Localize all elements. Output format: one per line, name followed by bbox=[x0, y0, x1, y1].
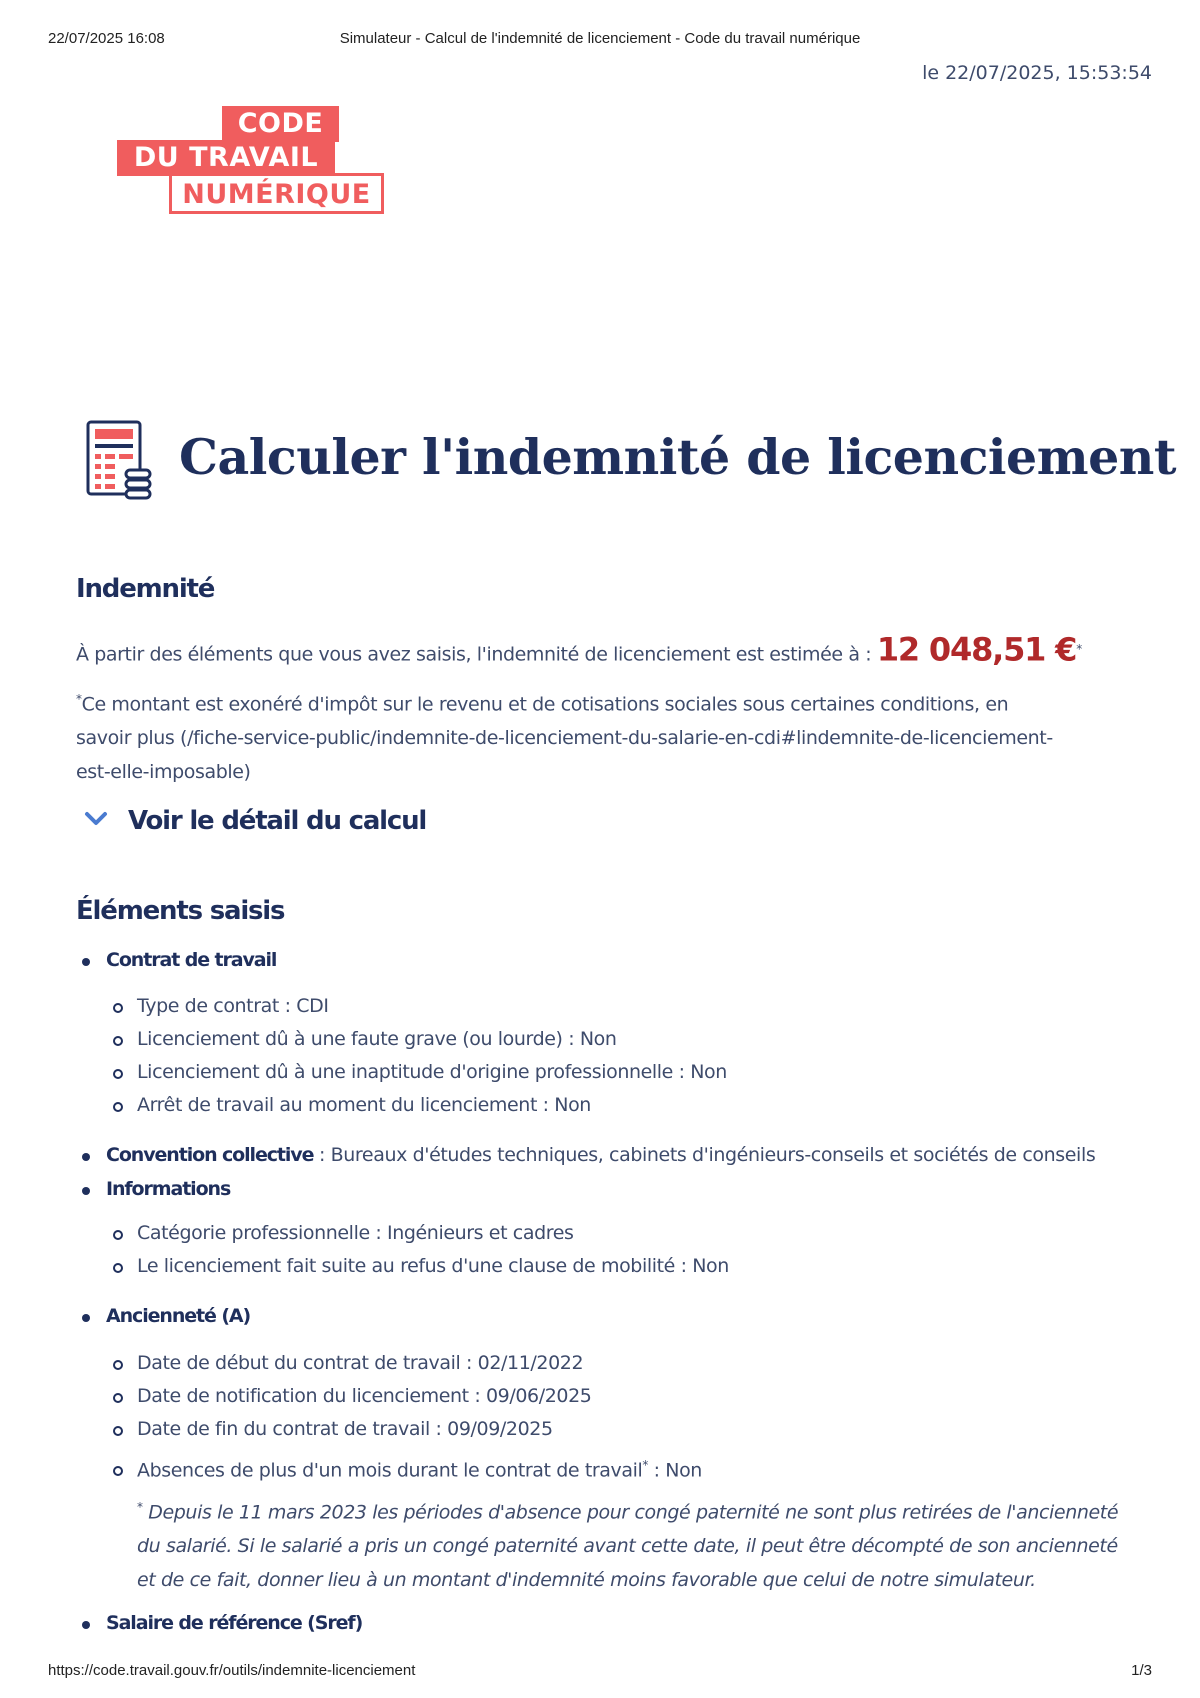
absences-value: : Non bbox=[647, 1459, 702, 1482]
list-item: Catégorie professionnelle : Ingénieurs et cadres bbox=[137, 1222, 574, 1244]
calculator-icon bbox=[86, 420, 154, 502]
list-item: Date de fin du contrat de travail : 09/09/2025 bbox=[137, 1418, 553, 1440]
absences-item bbox=[137, 1458, 702, 1481]
informations-item bbox=[106, 1178, 230, 1200]
print-date: le 22/07/2025, 15:53:54 bbox=[922, 62, 1152, 84]
logo-line-numerique: NUMÉRIQUE bbox=[169, 173, 384, 214]
print-page-title: Simulateur - Calcul de l'indemnité de licenciement - Code du travail numérique bbox=[339, 30, 861, 47]
list-item: Le licenciement fait suite au refus d'une clause de mobilité : Non bbox=[137, 1255, 729, 1277]
print-page-number: 1/3 bbox=[1131, 1662, 1152, 1679]
print-datetime: 22/07/2025 16:08 bbox=[48, 30, 165, 47]
logo-line-code: CODE bbox=[222, 106, 339, 142]
absences-asterisk: * bbox=[642, 1458, 648, 1472]
contrat-item bbox=[106, 949, 276, 971]
anciennete-item bbox=[106, 1305, 250, 1327]
convention-value: : Bureaux d'études techniques, cabinets d'ingénieurs-conseils et sociétés de conseils bbox=[313, 1144, 1096, 1166]
chevron-down-icon bbox=[84, 810, 108, 828]
page-title: Calculer l'indemnité de licenciement bbox=[179, 428, 1177, 486]
list-item: Licenciement dû à une inaptitude d'origine professionnelle : Non bbox=[137, 1061, 727, 1083]
salaire-label: Salaire de référence (Sref) bbox=[106, 1612, 363, 1634]
print-footer bbox=[0, 1662, 1200, 1684]
detail-toggle-label: Voir le détail du calcul bbox=[128, 806, 427, 836]
absences-label: Absences de plus d'un mois durant le contrat de travail bbox=[137, 1459, 643, 1482]
code-du-travail-logo[interactable] bbox=[117, 106, 387, 214]
convention-item bbox=[106, 1144, 1095, 1166]
indemnite-result bbox=[76, 632, 1136, 671]
indemnite-amount: 12 048,51 € bbox=[876, 630, 1077, 669]
note-line-1: Ce montant est exonéré d'impôt sur le revenu et de cotisations sociales sous certaines conditions, en bbox=[81, 693, 1009, 716]
paternite-note-line-3: et de ce fait, donner lieu à un montant d'indemnité moins favorable que celui de notre simulateur. bbox=[137, 1569, 1036, 1592]
convention-label: Convention collective bbox=[106, 1144, 314, 1166]
print-header bbox=[0, 30, 1200, 52]
indemnite-heading: Indemnité bbox=[76, 574, 215, 604]
list-item: Date de notification du licenciement : 09/06/2025 bbox=[137, 1385, 592, 1407]
print-url: https://code.travail.gouv.fr/outils/indemnite-licenciement bbox=[48, 1662, 416, 1679]
list-item: Type de contrat : CDI bbox=[137, 995, 329, 1017]
amount-asterisk: * bbox=[1076, 642, 1082, 656]
contrat-label: Contrat de travail bbox=[106, 949, 277, 971]
paternite-note-line-2: du salarié. Si le salarié a pris un congé paternité avant cette date, il peut être décompté de son ancienneté bbox=[137, 1535, 1118, 1558]
paternite-note-line-1: Depuis le 11 mars 2023 les périodes d'absence pour congé paternité ne sont plus retirées de l'ancienneté bbox=[142, 1501, 1119, 1524]
note-asterisk: * bbox=[76, 692, 82, 706]
paternite-note bbox=[137, 1490, 1137, 1597]
informations-label: Informations bbox=[106, 1178, 231, 1200]
note-line-2[interactable]: savoir plus (/fiche-service-public/indemnite-de-licenciement-du-salarie-en-cdi#lindemnite-de-licenciement- bbox=[76, 727, 1053, 750]
paternite-note-asterisk: * bbox=[137, 1500, 143, 1514]
list-item: Licenciement dû à une faute grave (ou lourde) : Non bbox=[137, 1028, 617, 1050]
indemnite-intro: À partir des éléments que vous avez saisis, l'indemnité de licenciement est estimée à : bbox=[76, 643, 877, 666]
elements-heading: Éléments saisis bbox=[76, 896, 285, 926]
list-item: Arrêt de travail au moment du licenciement : Non bbox=[137, 1094, 591, 1116]
logo-line-du-travail: DU TRAVAIL bbox=[117, 140, 335, 176]
list-item: Date de début du contrat de travail : 02/11/2022 bbox=[137, 1352, 584, 1374]
salaire-item bbox=[106, 1612, 362, 1634]
note-line-3[interactable]: est-elle-imposable) bbox=[76, 761, 251, 784]
exoneration-note bbox=[76, 682, 1136, 789]
anciennete-label: Ancienneté (A) bbox=[106, 1305, 251, 1327]
